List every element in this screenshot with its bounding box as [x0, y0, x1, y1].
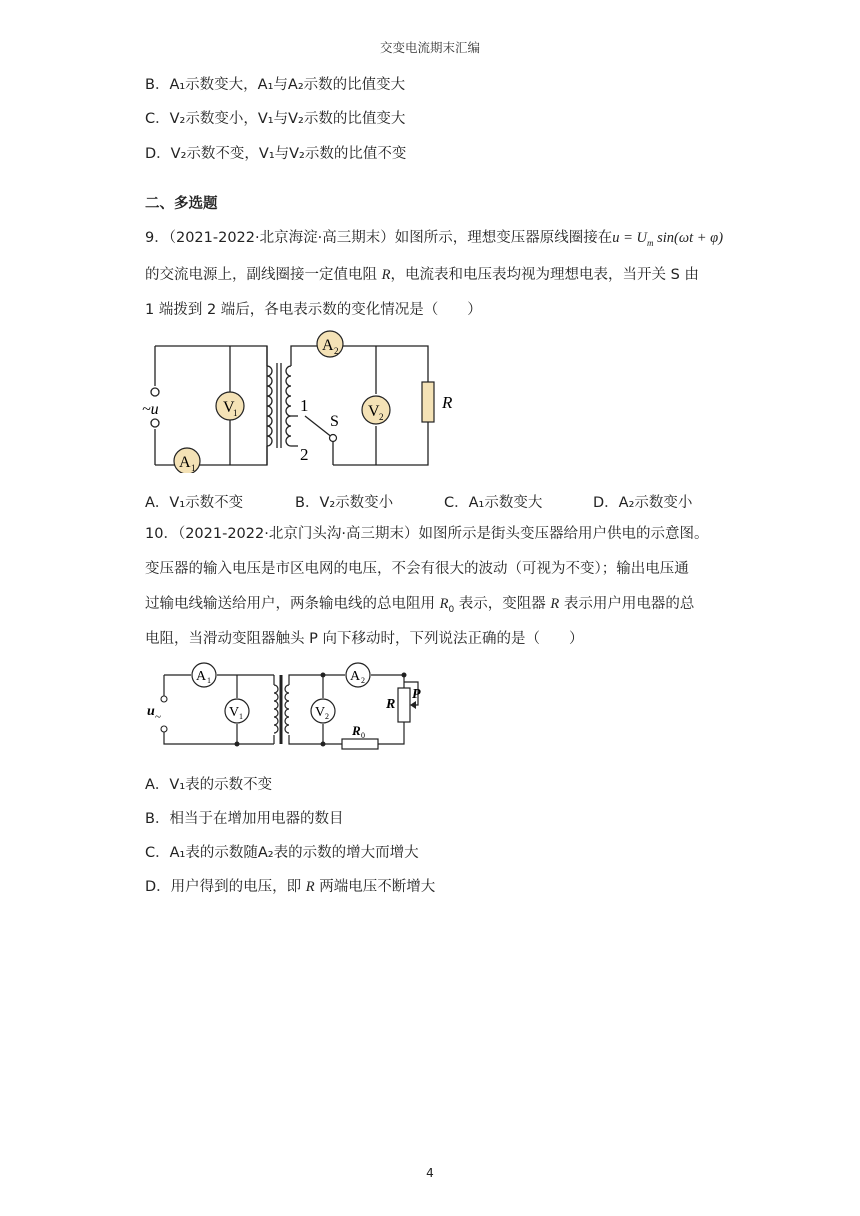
source-label: ~u	[142, 401, 159, 418]
q10-line-4: 电阻，当滑动变阻器触头 P 向下移动时，下列说法正确的是（ ）	[145, 631, 584, 647]
slider-arrow	[410, 701, 416, 709]
switch-terminal	[330, 435, 337, 442]
q8-option-b: B．A₁示数变大，A₁与A₂示数的比值变大	[145, 77, 406, 93]
svg-text:1: 1	[233, 408, 238, 418]
svg-text:1: 1	[191, 463, 196, 473]
svg-text:A: A	[196, 669, 207, 684]
rheostat-r	[398, 688, 410, 722]
svg-text:R: R	[352, 723, 361, 738]
page-header: 交变电流期末汇编	[379, 40, 480, 55]
q10-line-1: 10．（2021-2022·北京门头沟·高三期末）如图所示是街头变压器给用户供电的示意图。	[145, 526, 709, 542]
terminal-1-label: 1	[300, 396, 309, 415]
svg-text:2: 2	[325, 712, 329, 721]
terminal-2-label: 2	[300, 445, 309, 464]
slider-label: P	[412, 687, 421, 702]
svg-text:A: A	[350, 669, 361, 684]
voltmeter-v2	[362, 396, 390, 424]
q9-option-c: C．A₁示数变大	[444, 495, 543, 511]
q10-line-3: 过输电线输送给用户，两条输电线的总电阻用 $R_0$ 表示，变阻器 R 表示用户用电器的总	[145, 596, 695, 615]
q9-line-1-text: 9．（2021-2022·北京海淀·高三期末）如图所示，理想变压器原线圈接在	[145, 230, 613, 246]
junction-dot	[235, 742, 240, 747]
svg-text:V: V	[229, 705, 240, 720]
resistor-r	[422, 382, 434, 422]
q10-line-2: 变压器的输入电压是市区电网的电压，不会有很大的波动（可视为不变）；输出电压通	[145, 561, 689, 577]
svg-text:2: 2	[334, 346, 339, 356]
ammeter-a1	[192, 663, 216, 687]
svg-text:1: 1	[239, 712, 243, 721]
source-label: u	[147, 704, 155, 719]
q10-option-d: D．用户得到的电压，即 R 两端电压不断增大	[145, 879, 436, 895]
ammeter-a2	[317, 331, 343, 357]
input-terminal-bottom	[161, 726, 167, 732]
q9-option-a: A．V₁示数不变	[145, 495, 244, 511]
q10-circuit-diagram	[142, 658, 432, 753]
junction-dot	[402, 673, 407, 678]
q9-option-d: D．A₂示数变小	[593, 495, 693, 511]
ammeter-a2	[346, 663, 370, 687]
q10-option-c: C．A₁表的示数随A₂表的示数的增大而增大	[145, 845, 419, 861]
page-number: 4	[426, 1166, 434, 1180]
q8-option-c: C．V₂示数变小，V₁与V₂示数的比值变大	[145, 111, 406, 127]
q9-option-b: B．V₂示数变小	[295, 495, 394, 511]
q9-line-3: 1 端拨到 2 端后，各电表示数的变化情况是（ ）	[145, 302, 482, 318]
q9-line-2: 的交流电源上，副线圈接一定值电阻 R，电流表和电压表均视为理想电表，当开关 S 由	[145, 267, 699, 283]
junction-dot	[321, 673, 326, 678]
svg-text:1: 1	[207, 676, 211, 685]
svg-text:V: V	[223, 399, 235, 416]
voltmeter-v1	[216, 392, 244, 420]
q10-option-b: B．相当于在增加用电器的数目	[145, 811, 344, 827]
svg-text:0: 0	[361, 731, 365, 740]
q10-option-a: A．V₁表的示数不变	[145, 777, 273, 793]
section-title: 二、多选题	[145, 196, 218, 212]
svg-text:A: A	[322, 337, 334, 354]
rheostat-label: R	[386, 697, 396, 712]
q9-line-1	[145, 226, 723, 248]
svg-text:2: 2	[361, 676, 365, 685]
resistor-r0	[342, 739, 378, 749]
ac-symbol: ~	[155, 711, 161, 723]
ammeter-a1	[174, 448, 200, 473]
q9-formula: $u = U_m$ sin(ωt + φ)	[612, 230, 724, 248]
input-terminal-top	[161, 696, 167, 702]
svg-text:2: 2	[379, 412, 384, 422]
svg-text:V: V	[368, 403, 380, 420]
voltmeter-v2	[311, 699, 335, 723]
q9-circuit-diagram	[140, 328, 470, 473]
resistor-label: R	[442, 393, 453, 412]
q8-option-d: D．V₂示数不变，V₁与V₂示数的比值不变	[145, 146, 407, 162]
voltmeter-v1	[225, 699, 249, 723]
resistor-r0-label	[351, 723, 365, 740]
svg-text:V: V	[315, 705, 326, 720]
switch-label: S	[330, 413, 339, 430]
junction-dot	[321, 742, 326, 747]
svg-text:A: A	[179, 454, 191, 471]
